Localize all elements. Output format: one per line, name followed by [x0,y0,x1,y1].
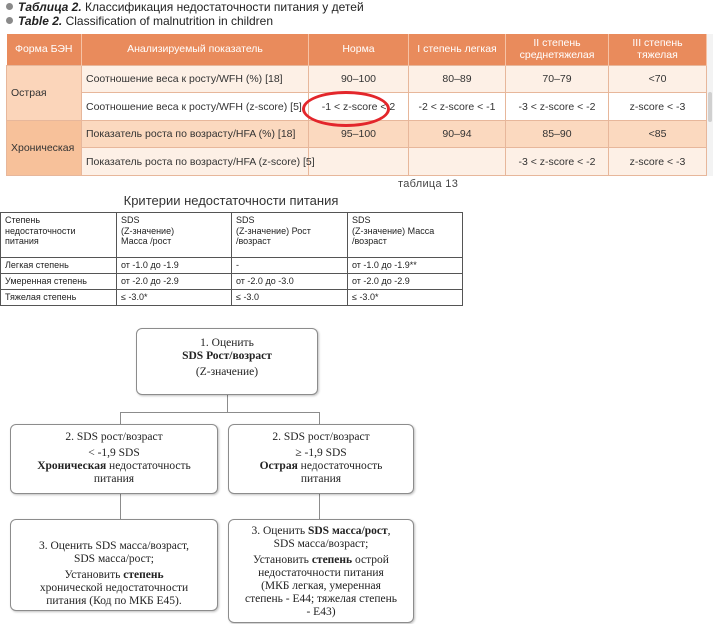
connector-line [227,394,228,412]
header-grade-3: III степень тяжелая [609,34,707,65]
grade1-cell: 80–89 [409,65,506,93]
grade2-cell: 70–79 [506,65,609,93]
criteria-header-cell: SDS (Z-значение) Масса /рост [117,213,232,258]
norm-cell: 90–100 [309,65,409,93]
connector-line [319,493,320,519]
criteria-header-cell: Степень недостаточности питания [1,213,117,258]
criteria-cell: Легкая степень [1,258,117,274]
step3-chronic-box: 3. Оценить SDS масса/возраст, SDS масса/рост; Установить степень хронической недостаточности питания (Код по МКБ E45). [10,519,218,611]
step2-acute-box: 2. SDS рост/возраст ≥ -1,9 SDS Острая недостаточность питания [228,424,414,494]
norm-cell: 95–100 [309,120,409,148]
caption-en-label: Table 2. [18,14,63,28]
header-norm: Норма [309,34,409,65]
norm-cell: -1 < z-score < 2 [309,93,409,121]
table-number-label: таблица 13 [398,178,459,190]
connector-line [120,493,121,519]
grade3-cell: <85 [609,120,707,148]
criteria-cell: Умеренная степень [1,274,117,290]
grade1-cell: 90–94 [409,120,506,148]
caption-en [6,14,706,28]
form-chronic: Хроническая [7,120,82,175]
criteria-cell: ≤ -3.0* [117,290,232,306]
table-row [1,274,463,290]
table1-caption [6,0,706,28]
norm-value-highlighted: -1 [321,100,332,113]
table-row [1,258,463,274]
caption-ru-label: Таблица 2. [18,0,82,14]
red-highlight-circle [302,91,390,127]
criteria-cell: ≤ -3.0* [348,290,463,306]
malnutrition-criteria-table [0,212,463,306]
param-cell: Показатель роста по возрасту/HFA (z-score) [5] [82,148,309,176]
grade3-cell: <70 [609,65,707,93]
header-grade-2: II степень среднетяжелая [506,34,609,65]
criteria-cell: от -1.0 до -1.9 [117,258,232,274]
caption-ru [6,0,706,14]
norm-cell [309,148,409,176]
bullet-icon [6,3,13,10]
step1-box: 1. Оценить SDS Рост/возраст (Z-значение) [136,328,318,395]
table-row [1,290,463,306]
criteria-cell: Тяжелая степень [1,290,117,306]
criteria-cell: от -2.0 до -2.9 [117,274,232,290]
table-header-row [7,34,707,65]
grade1-cell: -2 < z-score < -1 [409,93,506,121]
grade3-cell: z-score < -3 [609,93,707,121]
bullet-icon [6,17,13,24]
grade2-cell: -3 < z-score < -2 [506,93,609,121]
grade2-cell: 85–90 [506,120,609,148]
header-grade-1: I степень легкая [409,34,506,65]
caption-ru-text: Классификация недостаточности питания у детей [81,0,364,14]
criteria-cell: от -2.0 до -2.9 [348,274,463,290]
step3-acute-box: 3. Оценить SDS масса/рост, SDS масса/возраст; Установить степень острой недостаточности питания (МКБ легкая, умеренная степень - E44; тяжелая степень - E43) [228,519,414,623]
param-cell: Соотношение веса к росту/WFH (z-score) [5] [82,93,309,121]
grade1-cell [409,148,506,176]
connector-line [120,412,121,424]
caption-en-text: Classification of malnutrition in children [62,14,274,28]
connector-line [120,412,320,413]
criteria-cell: от -1.0 до -1.9** [348,258,463,274]
connector-line [319,412,320,424]
grade2-cell: -3 < z-score < -2 [506,148,609,176]
criteria-table-title: Критерии недостаточности питания [123,193,339,208]
header-form: Форма БЭН [7,34,82,65]
table-row [7,148,707,176]
criteria-cell: ≤ -3.0 [232,290,348,306]
header-parameter: Анализируемый показатель [82,34,309,65]
grade3-cell: z-score < -3 [609,148,707,176]
criteria-cell: - [232,258,348,274]
form-acute: Острая [7,65,82,120]
table-row [7,65,707,93]
step2-chronic-box: 2. SDS рост/возраст < -1,9 SDS Хроническая недостаточность питания [10,424,218,494]
criteria-header-cell: SDS (Z-значение) Рост /возраст [232,213,348,258]
criteria-header-row [1,213,463,258]
param-cell: Соотношение веса к росту/WFH (%) [18] [82,65,309,93]
param-cell: Показатель роста по возрасту/HFA (%) [18] [82,120,309,148]
criteria-header-cell: SDS (Z-значение) Масса /возраст [348,213,463,258]
criteria-cell: от -2.0 до -3.0 [232,274,348,290]
scrollbar-thumb[interactable] [708,92,712,122]
